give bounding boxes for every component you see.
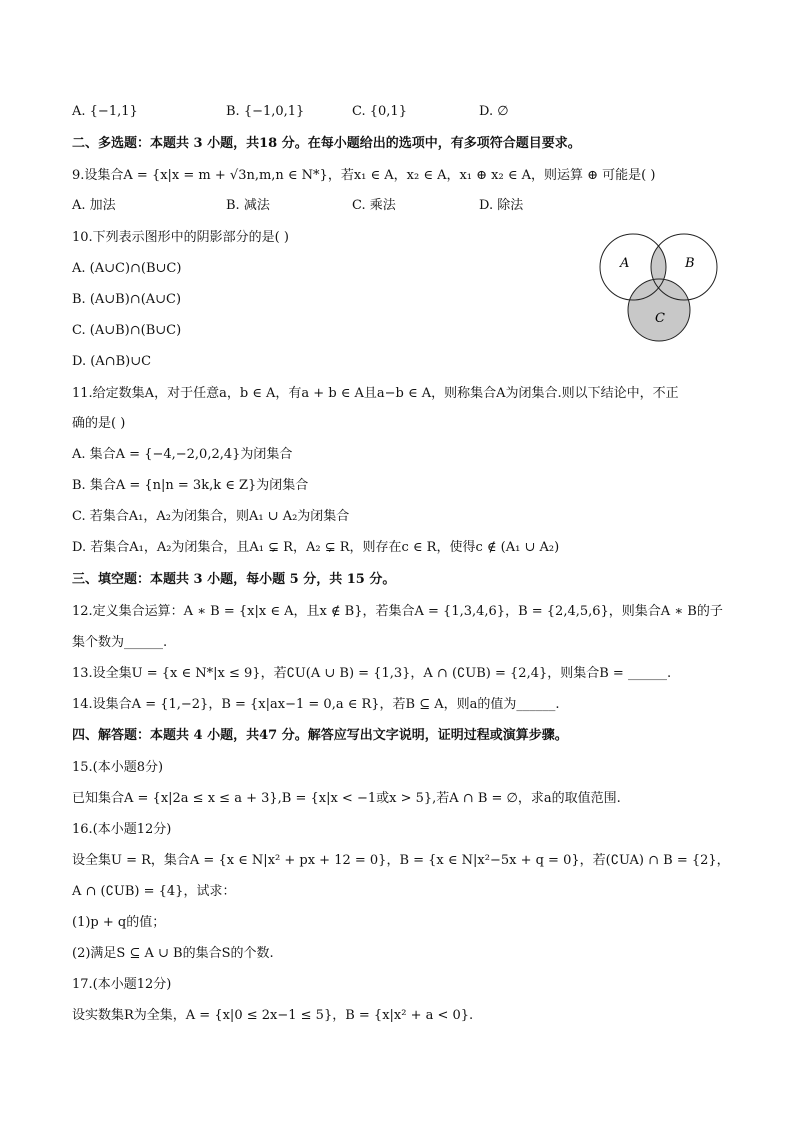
venn-label-a: A	[620, 256, 630, 271]
q16-body-line2: A ∩ (∁UB) = {4}，试求：	[72, 884, 236, 899]
q9-option-b: B. 减法	[226, 198, 270, 213]
q10-option-c: C. (A∪B)∩(B∪C)	[72, 323, 182, 338]
q11-stem-line1: 11.给定数集A，对于任意a，b ∈ A，有a + b ∈ A且a−b ∈ A，则称集合A为闭集合.则以下结论中，不正	[72, 386, 679, 401]
q16-part1: (1)p + q的值；	[72, 915, 166, 930]
q10-stem: 10.下列表示图形中的阴影部分的是( )	[72, 230, 289, 245]
q16-body-line1: 设全集U = R，集合A = {x ∈ N|x² + px + 12 = 0}，B = {x ∈ N|x²−5x + q = 0}，若(∁UA) ∩ B = {2}，	[72, 853, 730, 868]
q17-body: 设实数集R为全集，A = {x|0 ≤ 2x−1 ≤ 5}，B = {x|x² + a < 0}.	[72, 1008, 474, 1023]
section2-heading: 二、多选题：本题共 3 小题，共18 分。在每小题给出的选项中，有多项符合题目要求。	[72, 136, 581, 151]
q8-option-c: C. {0,1}	[352, 104, 407, 119]
q9-option-d: D. 除法	[479, 198, 524, 213]
q15-title: 15.(本小题8分)	[72, 760, 164, 775]
q9-option-c: C. 乘法	[352, 198, 396, 213]
q11-stem-line2: 确的是( )	[72, 416, 126, 431]
q11-option-c: C. 若集合A₁，A₂为闭集合，则A₁ ∪ A₂为闭集合	[72, 509, 350, 524]
q10-option-a: A. (A∪C)∩(B∪C)	[72, 261, 182, 276]
section4-heading: 四、解答题：本题共 4 小题，共47 分。解答应写出文字说明，证明过程或演算步骤。	[72, 728, 568, 743]
venn-diagram	[598, 230, 724, 342]
venn-label-b: B	[685, 256, 695, 271]
q9-option-a: A. 加法	[72, 198, 116, 213]
q10-option-d: D. (A∩B)∪C	[72, 354, 152, 369]
q16-part2: (2)满足S ⊆ A ∪ B的集合S的个数.	[72, 946, 274, 961]
q8-option-b: B. {−1,0,1}	[226, 104, 305, 119]
q9-stem: 9.设集合A = {x|x = m + √3n,m,n ∈ N*}，若x₁ ∈ A，x₂ ∈ A，x₁ ⊕ x₂ ∈ A，则运算 ⊕ 可能是( )	[72, 168, 656, 183]
q13-stem: 13.设全集U = {x ∈ N*|x ≤ 9}，若∁U(A ∪ B) = {1,3}，A ∩ (∁UB) = {2,4}，则集合B = ______.	[72, 666, 672, 681]
q16-title: 16.(本小题12分)	[72, 822, 172, 837]
q15-body: 已知集合A = {x|2a ≤ x ≤ a + 3},B = {x|x < −1或x > 5},若A ∩ B = ∅，求a的取值范围.	[72, 791, 621, 806]
q17-title: 17.(本小题12分)	[72, 977, 172, 992]
q10-option-b: B. (A∪B)∩(A∪C)	[72, 292, 182, 307]
q8-option-a: A. {−1,1}	[72, 104, 138, 119]
q8-option-d: D. ∅	[479, 104, 509, 119]
q11-option-a: A. 集合A = {−4,−2,0,2,4}为闭集合	[72, 447, 293, 462]
q11-option-d: D. 若集合A₁，A₂为闭集合，且A₁ ⊊ R，A₂ ⊊ R，则存在c ∈ R，使得c ∉ (A₁ ∪ A₂)	[72, 540, 560, 555]
q14-stem: 14.设集合A = {1,−2}，B = {x|ax−1 = 0,a ∈ R}，若B ⊆ A，则a的值为______.	[72, 697, 560, 712]
q12-stem-line2: 集个数为______.	[72, 635, 168, 650]
venn-label-c: C	[655, 311, 665, 326]
q11-option-b: B. 集合A = {n|n = 3k,k ∈ Z}为闭集合	[72, 478, 309, 493]
q12-stem-line1: 12.定义集合运算：A ∗ B = {x|x ∈ A，且x ∉ B}，若集合A = {1,3,4,6}，B = {2,4,5,6}，则集合A ∗ B的子	[72, 604, 723, 619]
section3-heading: 三、填空题：本题共 3 小题，每小题 5 分，共 15 分。	[72, 572, 396, 587]
